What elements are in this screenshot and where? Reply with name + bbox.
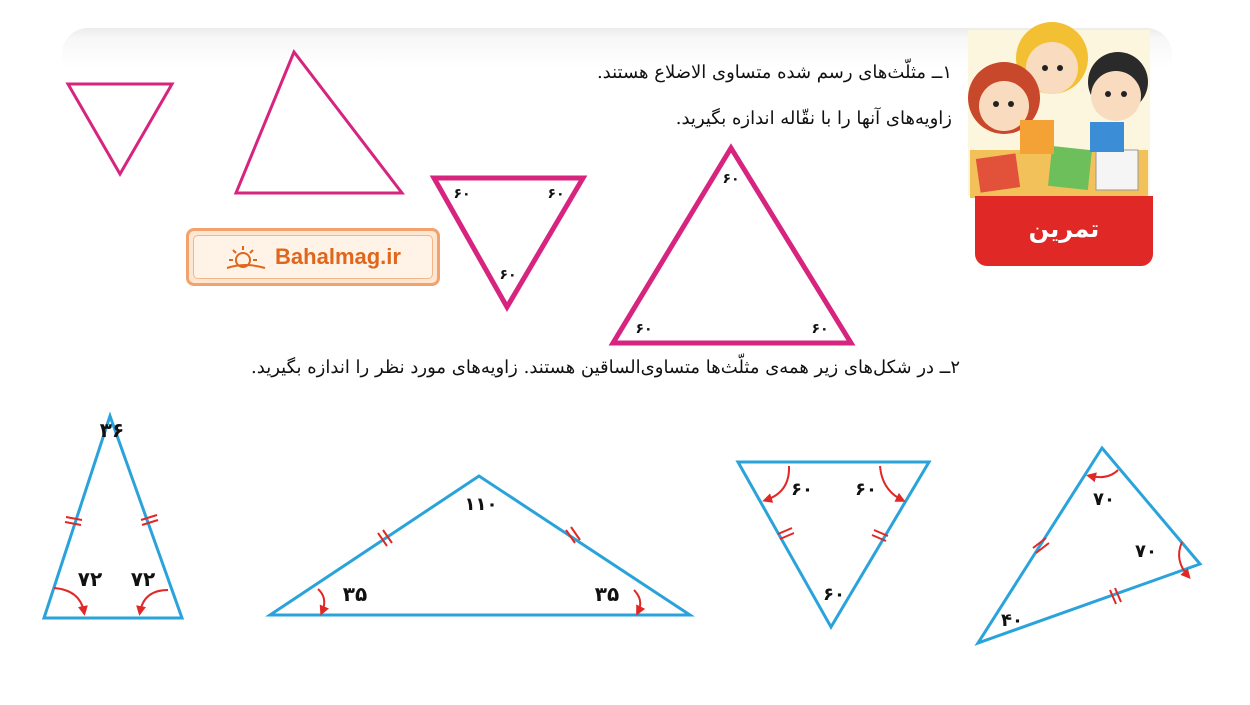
tick-mark-tall-left bbox=[65, 517, 82, 525]
tick-mark-inverted-right bbox=[872, 530, 888, 541]
angle-label-down-bottom: ۶۰ bbox=[499, 267, 517, 283]
question-2: ۲ــ در شکل‌های زیر همه‌ی مثلّث‌ها متساوی‌الساقین هستند. زاویه‌های مورد نظر را اندازه بگیرید. bbox=[251, 357, 960, 378]
angle-label-tall-left: ۷۲ bbox=[77, 567, 103, 591]
angle-label-obtuse-apex: ۱۱۰ bbox=[464, 494, 498, 515]
sun-logo-icon bbox=[225, 242, 267, 272]
angle-arc-inverted-right bbox=[880, 466, 902, 500]
angle-label-inverted-bottom: ۶۰ bbox=[823, 584, 845, 605]
angle-label-tall-apex: ۳۶ bbox=[99, 418, 125, 442]
angle-arc-tall-left bbox=[54, 588, 84, 612]
angle-label-up-bottom-left: ۶۰ bbox=[635, 321, 653, 337]
angle-label-inverted-left: ۶۰ bbox=[791, 479, 813, 500]
question-1-line-1: ۱ــ مثلّث‌های رسم شده متساوی الاضلاع هستند. bbox=[596, 62, 952, 83]
angle-arc-tilted-top bbox=[1090, 470, 1118, 477]
angle-label-obtuse-right: ۳۵ bbox=[594, 582, 620, 606]
angle-label-down-top-right: ۶۰ bbox=[547, 186, 565, 202]
exercise-badge: تمرین bbox=[975, 196, 1153, 266]
kids-illustration bbox=[968, 22, 1150, 198]
angle-label-down-top-left: ۶۰ bbox=[453, 186, 471, 202]
angle-label-inverted-right: ۶۰ bbox=[855, 479, 877, 500]
angle-label-tall-right: ۷۲ bbox=[130, 567, 156, 591]
tick-mark-tilted-bottom bbox=[1110, 588, 1121, 604]
watermark-text: Bahalmag.ir bbox=[275, 244, 401, 269]
angle-arc-obtuse-right bbox=[634, 590, 640, 612]
question-1-line-2: زاویه‌های آنها را با نقّاله اندازه بگیرید. bbox=[675, 108, 952, 129]
angle-arc-tall-right bbox=[140, 590, 168, 612]
angle-label-tilted-bottom: ۴۰ bbox=[1001, 610, 1023, 631]
equilateral-triangle-small-up bbox=[236, 52, 402, 193]
tick-mark-tall-right bbox=[141, 515, 158, 525]
angle-label-tilted-top: ۷۰ bbox=[1093, 489, 1115, 510]
equilateral-triangle-small-down bbox=[68, 84, 172, 174]
angle-label-tilted-right: ۷۰ bbox=[1135, 541, 1157, 562]
angle-label-up-top: ۶۰ bbox=[722, 171, 740, 187]
angle-label-obtuse-left: ۳۵ bbox=[342, 582, 368, 606]
angle-label-up-bottom-right: ۶۰ bbox=[811, 321, 829, 337]
isosceles-triangle-tall bbox=[44, 416, 182, 618]
angle-arc-obtuse-left bbox=[318, 589, 324, 612]
angle-arc-inverted-left bbox=[766, 466, 789, 500]
watermark bbox=[186, 228, 440, 286]
